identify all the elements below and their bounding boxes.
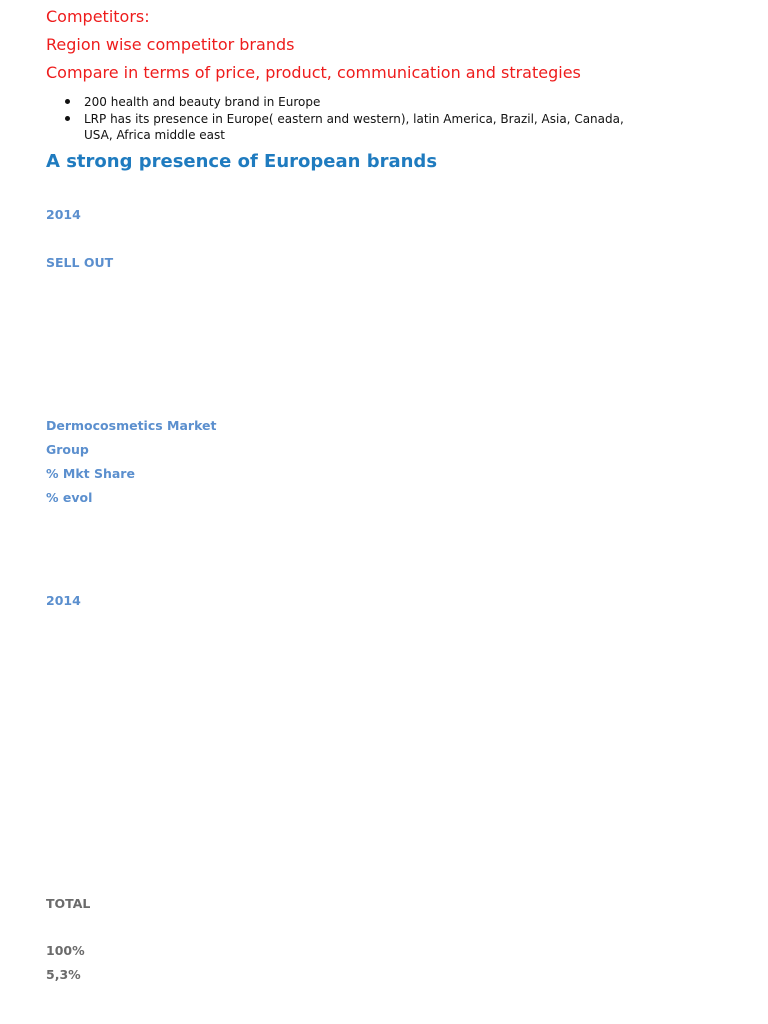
bullet-item bbox=[64, 94, 644, 111]
total-label: TOTAL bbox=[46, 896, 91, 911]
mkt-share-label: % Mkt Share bbox=[46, 466, 135, 481]
title-competitors: Competitors: bbox=[46, 7, 150, 26]
title-compare: Compare in terms of price, product, communication and strategies bbox=[46, 63, 581, 82]
sell-out-label: SELL OUT bbox=[46, 255, 114, 270]
total-evol-value: 5,3% bbox=[46, 967, 81, 982]
bullet-list bbox=[64, 94, 644, 144]
section-heading: A strong presence of European brands bbox=[46, 151, 438, 172]
evol-label: % evol bbox=[46, 490, 93, 505]
total-share-value: 100% bbox=[46, 943, 85, 958]
bullet-text: 200 health and beauty brand in Europe bbox=[84, 95, 321, 109]
year-label: 2014 bbox=[46, 207, 81, 222]
group-label: Group bbox=[46, 442, 89, 457]
bullet-item bbox=[64, 111, 644, 144]
bullet-text: LRP has its presence in Europe( eastern and western), latin America, Brazil, Asia, Canada, USA, Africa middle east bbox=[84, 111, 624, 142]
title-region-wise: Region wise competitor brands bbox=[46, 35, 295, 54]
year-label-2: 2014 bbox=[46, 593, 81, 608]
market-label: Dermocosmetics Market bbox=[46, 418, 217, 433]
